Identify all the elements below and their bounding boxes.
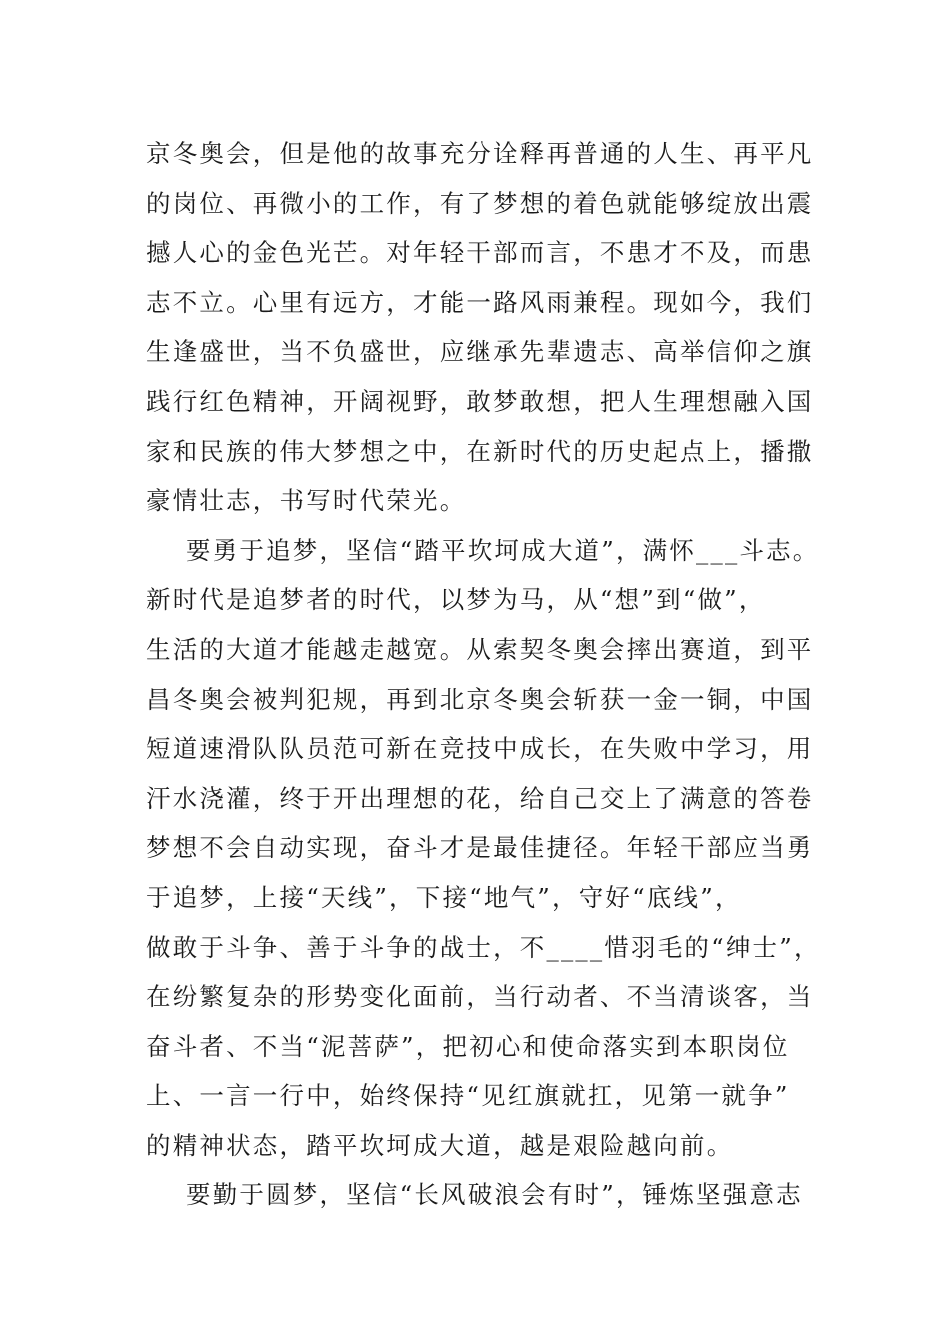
- text-line: 的岗位、再微小的工作，有了梦想的着色就能够绽放出震: [146, 188, 814, 218]
- text-line: 短道速滑队队员范可新在竞技中成长，在失败中学习，用: [146, 734, 814, 764]
- text-line: 志不立。心里有远方，才能一路风雨兼程。现如今，我们: [146, 287, 814, 317]
- body-text: [146, 129, 846, 1220]
- text-line: 于追梦，上接“天线”，下接“地气”，守好“底线”，: [146, 882, 742, 912]
- text-line: 生逢盛世，当不负盛世，应继承先辈遗志、高举信仰之旗: [146, 337, 814, 367]
- text-line: 践行红色精神，开阔视野，敢梦敢想，把人生理想融入国: [146, 386, 814, 416]
- text-line: 家和民族的伟大梦想之中，在新时代的历史起点上，播撒: [146, 436, 814, 466]
- text-line: 汗水浇灌，终于开出理想的花，给自己交上了满意的答卷: [146, 783, 814, 813]
- text-line: 新时代是追梦者的时代，以梦为马，从“想”到“做”，: [146, 585, 766, 615]
- paragraph-start-line: 要勇于追梦，坚信“踏平坎坷成大道”，满怀___斗志。: [186, 535, 820, 565]
- text-line: 撼人心的金色光芒。对年轻干部而言，不患才不及，而患: [146, 238, 814, 268]
- text-line: 做敢于斗争、善于斗争的战士，不____惜羽毛的“绅士”，: [146, 932, 821, 962]
- text-line: 生活的大道才能越走越宽。从索契冬奥会摔出赛道，到平: [146, 634, 814, 664]
- text-line: 梦想不会自动实现，奋斗才是最佳捷径。年轻干部应当勇: [146, 833, 814, 863]
- text-line: 豪情壮志，书写时代荣光。: [146, 486, 467, 516]
- text-line: 在纷繁复杂的形势变化面前，当行动者、不当清谈客，当: [146, 982, 814, 1012]
- text-line: 昌冬奥会被判犯规，再到北京冬奥会斩获一金一铜，中国: [146, 684, 814, 714]
- text-line: 上、一言一行中，始终保持“见红旗就扛，见第一就争”: [146, 1081, 790, 1111]
- text-line: 奋斗者、不当“泥菩萨”，把初心和使命落实到本职岗位: [146, 1031, 790, 1061]
- text-line: 京冬奥会，但是他的故事充分诠释再普通的人生、再平凡: [146, 139, 814, 168]
- text-line: 的精神状态，踏平坎坷成大道，越是艰险越向前。: [146, 1130, 734, 1160]
- paragraph-start-line: 要勤于圆梦，坚信“长风破浪会有时”，锤炼坚强意志: [186, 1180, 803, 1210]
